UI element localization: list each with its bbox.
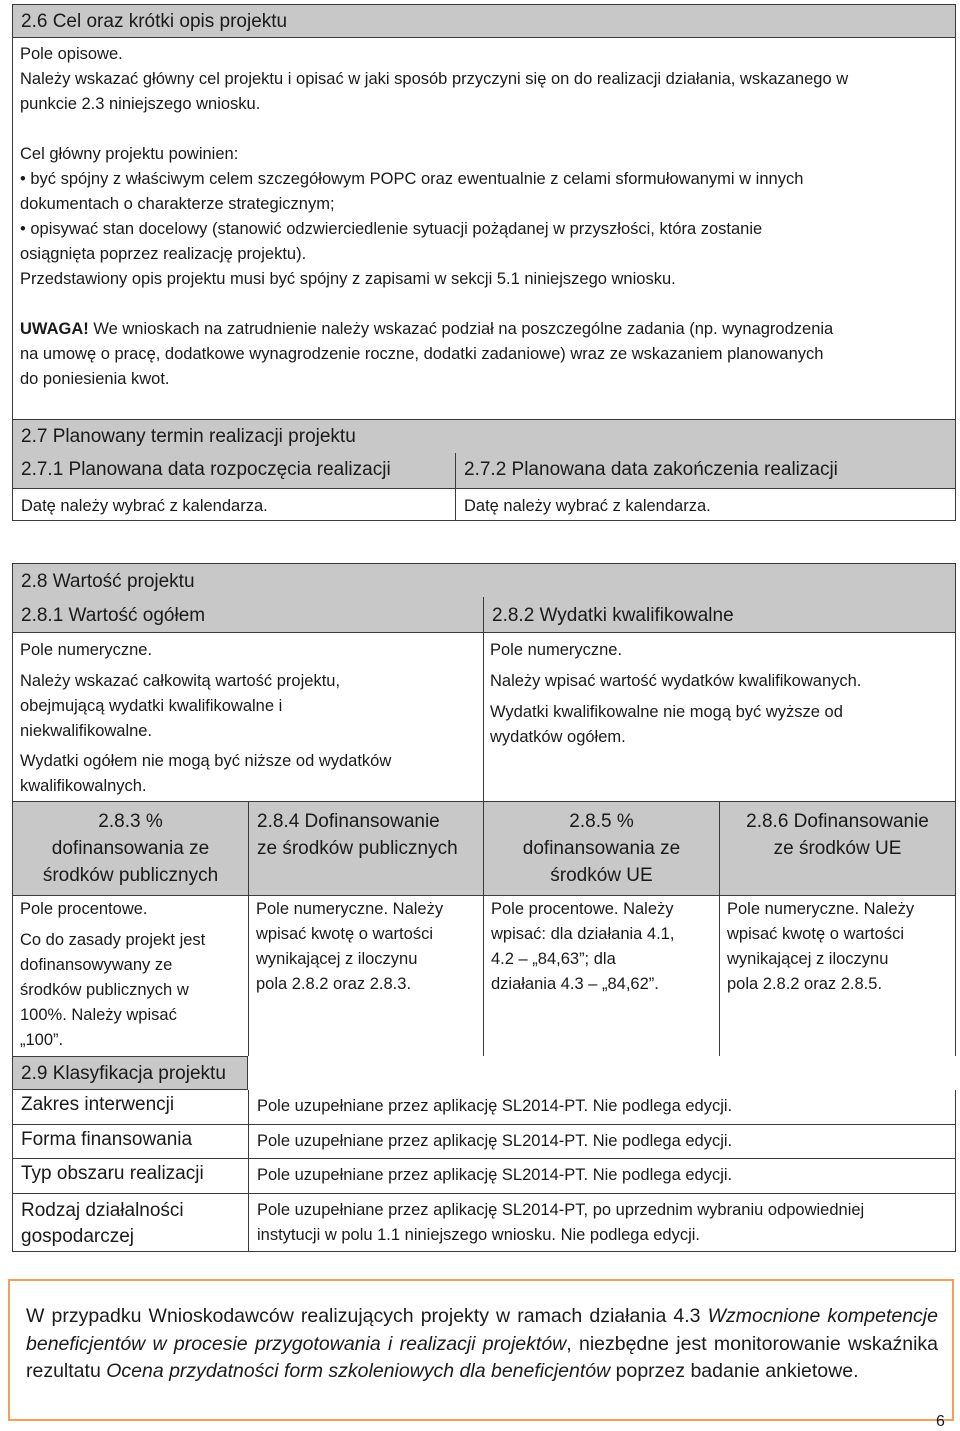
total-value-header: 2.8.1 Wartość ogółem [12,597,483,633]
body-text: obejmującą wydatki kwalifikowalne i [20,697,283,715]
note-text-part: , niezbędne jest monitorowanie wskaźnika rezultatu [26,1332,938,1382]
field-type-text: Pole numeryczne. [490,641,623,659]
classification-label: Typ obszaru realizacji [12,1159,248,1194]
header-line: ze środków publicznych [257,838,458,859]
label-line: Rodzaj działalności [21,1200,184,1221]
public-cofinancing-amount-header [248,801,483,896]
body-text: „100”. [20,1031,64,1049]
eu-cofinancing-percent-header [483,801,719,896]
body-text: wynikającej z iloczynu [727,950,889,968]
body-text: Należy wpisać wartość wydatków kwalifikowanych. [490,672,862,690]
body-text: kwalifikowalnych. [20,777,147,795]
body-text: Pole procentowe. Należy [491,900,674,918]
body-text: Co do zasady projekt jest [20,931,206,949]
body-text: Wydatki kwalifikowalne nie mogą być wyższe od [490,703,843,721]
body-text: 4.2 – „84,63”; dla [491,950,616,968]
divider [719,896,720,1056]
note-text-part: W przypadku Wnioskodawców realizujących projekty w ramach działania 4.3 [26,1305,708,1327]
body-text: wpisać kwotę o wartości [727,925,904,943]
label-line: gospodarczej [21,1226,135,1247]
note-text-part: poprzez badanie ankietowe. [610,1360,859,1382]
eu-cofinancing-amount-field[interactable] [727,897,949,997]
section-2-6-header: 2.6 Cel oraz krótki opis projektu [13,5,955,38]
body-text: punkcie 2.3 niniejszego wniosku. [20,95,261,113]
body-text: Pole numeryczne. Należy [256,900,444,918]
body-text: niekwalifikowalne. [20,722,153,740]
divider [483,633,484,801]
header-line: 2.8.6 Dofinansowanie [746,811,929,832]
header-line: 2.8.5 % [569,811,634,832]
eligible-expenses-header: 2.8.2 Wydatki kwalifikowalne [483,597,956,633]
divider [483,896,484,1056]
public-cofinancing-percent-field[interactable] [20,897,242,1053]
start-date-header: 2.7.1 Planowana data rozpoczęcia realizacji [12,453,455,489]
header-line: 2.8.4 Dofinansowanie [257,811,440,832]
field-type-text: Pole procentowe. [20,900,148,918]
warning-body: We wnioskach na zatrudnienie należy wskazać podział na poszczególne zadania (np. wynagrodzenia [88,320,834,338]
body-text: Wydatki ogółem nie mogą być niższe od wydatków [20,752,392,770]
body-text: Cel główny projektu powinien: [20,145,239,163]
body-text: Należy wskazać główny cel projektu i opisać w jaki sposób przyczyni się on do realizacji działania, wskazanego w [20,70,849,88]
bullet-item: • być spójny z właściwym celem szczegółowym POPC oraz ewentualnie z celami sformułowanymi w innych [20,170,804,188]
body-text: pola 2.8.2 oraz 2.8.5. [727,975,883,993]
eligible-expenses-field[interactable] [490,638,950,750]
start-date-field[interactable]: Datę należy wybrać z kalendarza. [12,489,455,521]
note-text [26,1303,938,1386]
body-text: wydatków ogółem. [490,728,626,746]
body-text: 100%. Należy wpisać [20,1006,177,1024]
classification-label: Forma finansowania [12,1125,248,1159]
body-text: wpisać kwotę o wartości [256,925,433,943]
body-text: na umowę o pracę, dodatkowe wynagrodzenie roczne, dodatki zadaniowe) wraz ze wskazaniem planowanych [20,345,824,363]
eu-cofinancing-amount-header [719,801,956,896]
body-text: Pole uzupełniane przez aplikację SL2014-PT, po uprzednim wybraniu odpowiedniej [257,1201,865,1219]
body-text: dokumentach o charakterze strategicznym; [20,195,335,213]
end-date-header: 2.7.2 Planowana data zakończenia realizacji [455,453,956,489]
section-2-6-body [20,42,950,392]
body-text: dofinansowywany ze [20,956,173,974]
divider [12,633,13,801]
divider [955,896,956,1056]
header-line: dofinansowania ze [522,838,681,859]
section-2-7-header: 2.7 Planowany termin realizacji projektu [12,419,956,454]
section-2-9-header: 2.9 Klasyfikacja projektu [12,1056,248,1090]
field-type-text: Pole opisowe. [20,45,123,63]
warning-label: UWAGA! [20,320,89,338]
header-line: środków UE [550,865,653,886]
body-text: środków publicznych w [20,981,189,999]
divider [12,896,13,1056]
header-line: środków publicznych [42,865,219,886]
bullet-item: • opisywać stan docelowy (stanowić odzwierciedlenie sytuacji pożądanej w przyszłości, która zostanie [20,220,763,238]
public-cofinancing-percent-header [12,801,248,896]
classification-value: Pole uzupełniane przez aplikację SL2014-PT. Nie podlega edycji. [248,1159,956,1194]
page-number: 6 [936,1413,945,1430]
note-italic: Ocena przydatności form szkoleniowych dla beneficjentów [106,1360,611,1382]
body-text: pola 2.8.2 oraz 2.8.3. [256,975,412,993]
classification-label: Zakres interwencji [12,1090,248,1125]
classification-value: Pole uzupełniane przez aplikację SL2014-PT. Nie podlega edycji. [248,1125,956,1159]
total-value-field[interactable] [20,638,475,799]
body-text: instytucji w polu 1.1 niniejszego wniosku. Nie podlega edycji. [257,1226,700,1244]
classification-label [12,1194,248,1252]
body-text: osiągnięta poprzez realizację projektu). [20,245,307,263]
note-box [8,1279,954,1421]
classification-value: Pole uzupełniane przez aplikację SL2014-PT. Nie podlega edycji. [248,1090,956,1125]
classification-value [248,1194,956,1252]
note-italic: Wzmocnione kompetencje beneficjentów w procesie przygotowania i realizacji projektów [26,1305,938,1355]
divider [955,633,956,801]
body-text: Pole numeryczne. Należy [727,900,915,918]
header-line: dofinansowania ze [51,838,210,859]
eu-cofinancing-percent-field[interactable] [491,897,713,997]
body-text: wpisać: dla działania 4.1, [491,925,675,943]
public-cofinancing-amount-field[interactable] [256,897,478,997]
section-2-8-header: 2.8 Wartość projektu [12,563,956,598]
end-date-field[interactable]: Datę należy wybrać z kalendarza. [455,489,956,521]
body-text: Przedstawiony opis projektu musi być spójny z zapisami w sekcji 5.1 niniejszego wniosku. [20,270,676,288]
header-line: 2.8.3 % [98,811,163,832]
header-line: ze środków UE [773,838,902,859]
body-text: wynikającej z iloczynu [256,950,418,968]
divider [248,896,249,1056]
field-type-text: Pole numeryczne. [20,641,153,659]
warning-text [20,317,950,342]
body-text: do poniesienia kwot. [20,370,170,388]
body-text: działania 4.3 – „84,62”. [491,975,659,993]
body-text: Należy wskazać całkowitą wartość projektu, [20,672,341,690]
